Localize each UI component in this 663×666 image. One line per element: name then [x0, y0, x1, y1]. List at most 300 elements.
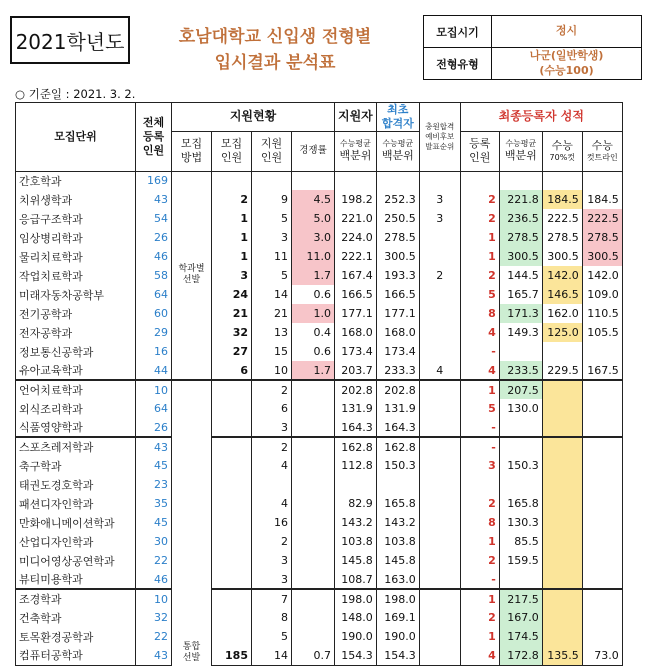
waitlist-rank: [419, 627, 460, 646]
cut-last: 105.5: [582, 323, 622, 342]
final-pass-avg: [376, 475, 419, 494]
dept-name: 조경학과: [16, 589, 136, 608]
reg-avg: 300.5: [499, 247, 542, 266]
final-pass-avg: 103.8: [376, 532, 419, 551]
dept-name: 치위생학과: [16, 190, 136, 209]
dept-name: 만화애니메이션학과: [16, 513, 136, 532]
cut-last: 109.0: [582, 285, 622, 304]
applicant-count: 14: [252, 646, 292, 665]
dept-name: 산업디자인학과: [16, 532, 136, 551]
reg-avg: [499, 171, 542, 190]
table-row: [16, 646, 623, 665]
reg-avg: 144.5: [499, 266, 542, 285]
applicant-count: 5: [252, 266, 292, 285]
cut-last: [582, 171, 622, 190]
reg-avg: 233.5: [499, 361, 542, 380]
cut-last: 110.5: [582, 304, 622, 323]
waitlist-rank: [419, 418, 460, 437]
table-row: [16, 399, 623, 418]
competition-rate: [292, 570, 335, 589]
cut-last: [582, 627, 622, 646]
final-pass-avg: 150.3: [376, 456, 419, 475]
type-value-line2: (수능100): [539, 63, 594, 77]
cut70: 125.0: [542, 323, 582, 342]
dept-name: 외식조리학과: [16, 399, 136, 418]
quota-count: [212, 551, 252, 570]
reg-avg: [499, 437, 542, 456]
reg-count: -: [460, 437, 499, 456]
header-final-avg-b: 백분위: [381, 149, 414, 163]
waitlist-rank: [419, 475, 460, 494]
cut70: 300.5: [542, 247, 582, 266]
dept-name: 축구학과: [16, 456, 136, 475]
waitlist-rank: [419, 323, 460, 342]
final-pass-avg: 145.8: [376, 551, 419, 570]
reg-count: 2: [460, 551, 499, 570]
applicant-avg: [335, 171, 377, 190]
method-group1-a: 학과별: [178, 263, 205, 274]
reg-count: 5: [460, 285, 499, 304]
total-count: 169: [136, 171, 172, 190]
dept-name: 태권도경호학과: [16, 475, 136, 494]
applicant-avg: 168.0: [335, 323, 377, 342]
applicant-avg: 82.9: [335, 494, 377, 513]
competition-rate: [292, 380, 335, 399]
dept-name: 응급구조학과: [16, 209, 136, 228]
applicant-count: 2: [252, 380, 292, 399]
dept-name: 언어치료학과: [16, 380, 136, 399]
quota-count: [212, 171, 252, 190]
cut-last: 278.5: [582, 228, 622, 247]
header-total-b: 등록: [142, 129, 165, 143]
total-count: 64: [136, 399, 172, 418]
method-group2: [172, 380, 212, 665]
quota-count: [212, 475, 252, 494]
dept-name: 스포츠레저학과: [16, 437, 136, 456]
header-applicants-b: 인원: [260, 151, 283, 164]
waitlist-rank: 3: [419, 209, 460, 228]
period-value: 정시: [492, 16, 642, 48]
applicant-avg: 143.2: [335, 513, 377, 532]
final-pass-avg: 250.5: [376, 209, 419, 228]
reg-count: -: [460, 342, 499, 361]
competition-rate: [292, 475, 335, 494]
dept-name: 전자공학과: [16, 323, 136, 342]
method-group1: [172, 171, 212, 380]
reg-count: 8: [460, 513, 499, 532]
header-waitlist: [419, 103, 460, 172]
dept-name: 유아교육학과: [16, 361, 136, 380]
header-competition: 경쟁률: [292, 131, 335, 171]
cut70: [542, 627, 582, 646]
applicant-count: 4: [252, 494, 292, 513]
waitlist-rank: [419, 456, 460, 475]
quota-count: [212, 532, 252, 551]
total-count: 43: [136, 646, 172, 665]
reg-count: -: [460, 570, 499, 589]
waitlist-rank: [419, 589, 460, 608]
dept-name: 미디어영상공연학과: [16, 551, 136, 570]
reg-count: 5: [460, 399, 499, 418]
quota-count: 185: [212, 646, 252, 665]
cut70: 229.5: [542, 361, 582, 380]
dept-name: 간호학과: [16, 171, 136, 190]
cut70: [542, 513, 582, 532]
competition-rate: 0.6: [292, 342, 335, 361]
header-reg-count-b: 인원: [469, 151, 491, 164]
competition-rate: [292, 589, 335, 608]
header-dept: 모집단위: [16, 103, 136, 172]
waitlist-rank: 2: [419, 266, 460, 285]
waitlist-rank: [419, 437, 460, 456]
total-count: 44: [136, 361, 172, 380]
header-waitlist-a: 충원합격: [425, 122, 455, 132]
reg-count: 2: [460, 494, 499, 513]
competition-rate: [292, 532, 335, 551]
header-final-avg-a: 수능평균: [382, 139, 414, 149]
cut-last: 142.0: [582, 266, 622, 285]
quota-count: [212, 494, 252, 513]
total-count: 26: [136, 228, 172, 247]
cut70: 222.5: [542, 209, 582, 228]
table-row: [16, 627, 623, 646]
header-method: [172, 131, 212, 171]
dept-name: 컴퓨터공학과: [16, 646, 136, 665]
final-pass-avg: 198.0: [376, 589, 419, 608]
results-table: [15, 102, 623, 666]
competition-rate: [292, 437, 335, 456]
applicant-avg: 166.5: [335, 285, 377, 304]
final-pass-avg: 166.5: [376, 285, 419, 304]
header-final-pass-b: 합격자: [381, 116, 414, 130]
reg-count: 2: [460, 266, 499, 285]
total-count: 60: [136, 304, 172, 323]
header-final-pass-a: 최초: [387, 103, 409, 116]
total-count: 32: [136, 608, 172, 627]
cut-last: [582, 513, 622, 532]
final-pass-avg: 165.8: [376, 494, 419, 513]
applicant-count: 14: [252, 285, 292, 304]
year-label: 2021학년도: [10, 16, 130, 64]
header-reg-avg-a: 수능평균: [505, 139, 537, 149]
total-count: 43: [136, 437, 172, 456]
header-support-status: 지원현황: [172, 103, 335, 132]
applicant-avg: 162.8: [335, 437, 377, 456]
cut-last: [582, 380, 622, 399]
type-value-line1: 나군(일반학생): [529, 49, 604, 63]
dept-name: 뷰티미용학과: [16, 570, 136, 589]
final-pass-avg: 300.5: [376, 247, 419, 266]
applicant-avg: 131.9: [335, 399, 377, 418]
method-group2-b: 선발: [182, 653, 201, 664]
applicant-avg: 198.0: [335, 589, 377, 608]
applicant-count: 3: [252, 418, 292, 437]
applicant-count: [252, 475, 292, 494]
quota-count: [212, 589, 252, 608]
page-title-line2: 입시결과 분석표: [214, 53, 336, 73]
final-pass-avg: 193.3: [376, 266, 419, 285]
quota-count: [212, 418, 252, 437]
reference-date: ○ 기준일 : 2021. 3. 2.: [15, 87, 136, 101]
dept-name: 패션디자인학과: [16, 494, 136, 513]
competition-rate: [292, 171, 335, 190]
cut70: [542, 342, 582, 361]
quota-count: 3: [212, 266, 252, 285]
header-reg-count-a: 등록: [469, 137, 491, 151]
header-final-registration: 최종등록자 성적: [460, 103, 622, 132]
quota-count: [212, 627, 252, 646]
final-pass-avg: 278.5: [376, 228, 419, 247]
reg-count: -: [460, 418, 499, 437]
table-row: [16, 247, 623, 266]
total-count: 22: [136, 551, 172, 570]
reg-avg: 130.0: [499, 399, 542, 418]
final-pass-avg: 202.8: [376, 380, 419, 399]
cut70: 142.0: [542, 266, 582, 285]
cut70: [542, 475, 582, 494]
header-method-a: 모집: [180, 137, 203, 151]
final-pass-avg: 177.1: [376, 304, 419, 323]
period-label: 모집시기: [424, 16, 492, 48]
cut-last: 222.5: [582, 209, 622, 228]
applicant-count: 10: [252, 361, 292, 380]
dept-name: 임상병리학과: [16, 228, 136, 247]
table-row: [16, 266, 623, 285]
total-count: 46: [136, 247, 172, 266]
cut-last: 167.5: [582, 361, 622, 380]
waitlist-rank: 4: [419, 361, 460, 380]
competition-rate: 0.6: [292, 285, 335, 304]
quota-count: 2: [212, 190, 252, 209]
table-row: [16, 456, 623, 475]
cut70: [542, 456, 582, 475]
cut-last: [582, 570, 622, 589]
header-quota-a: 모집: [220, 137, 243, 151]
competition-rate: [292, 418, 335, 437]
reg-avg: 165.8: [499, 494, 542, 513]
total-count: 10: [136, 380, 172, 399]
applicant-count: 7: [252, 589, 292, 608]
table-row: [16, 437, 623, 456]
waitlist-rank: [419, 380, 460, 399]
competition-rate: [292, 627, 335, 646]
reg-count: 1: [460, 247, 499, 266]
reg-avg: 130.3: [499, 513, 542, 532]
waitlist-rank: [419, 570, 460, 589]
header-cut70: [542, 131, 582, 171]
applicant-avg: 222.1: [335, 247, 377, 266]
final-pass-avg: 252.3: [376, 190, 419, 209]
reg-avg: 171.3: [499, 304, 542, 323]
applicant-count: 15: [252, 342, 292, 361]
competition-rate: 1.7: [292, 361, 335, 380]
type-label: 전형유형: [424, 48, 492, 80]
method-group1-b: 선발: [182, 275, 201, 286]
applicant-count: 8: [252, 608, 292, 627]
total-count: 30: [136, 532, 172, 551]
applicant-count: 3: [252, 551, 292, 570]
final-pass-avg: 168.0: [376, 323, 419, 342]
table-row: [16, 532, 623, 551]
competition-rate: [292, 513, 335, 532]
competition-rate: 5.0: [292, 209, 335, 228]
reg-count: 1: [460, 589, 499, 608]
table-row: [16, 171, 623, 190]
reg-avg: 221.8: [499, 190, 542, 209]
reg-avg: 207.5: [499, 380, 542, 399]
table-row: [16, 323, 623, 342]
waitlist-rank: [419, 285, 460, 304]
cut70: 162.0: [542, 304, 582, 323]
reg-count: 1: [460, 627, 499, 646]
table-row: [16, 570, 623, 589]
quota-count: 27: [212, 342, 252, 361]
quota-count: 1: [212, 247, 252, 266]
applicant-count: 5: [252, 627, 292, 646]
final-pass-avg: 169.1: [376, 608, 419, 627]
applicant-avg: 173.4: [335, 342, 377, 361]
reg-count: [460, 475, 499, 494]
waitlist-rank: [419, 247, 460, 266]
waitlist-rank: [419, 513, 460, 532]
reg-avg: 150.3: [499, 456, 542, 475]
reg-avg: [499, 342, 542, 361]
table-row: [16, 380, 623, 399]
applicant-avg: 224.0: [335, 228, 377, 247]
applicant-count: 2: [252, 532, 292, 551]
final-pass-avg: 164.3: [376, 418, 419, 437]
cut-last: [582, 418, 622, 437]
table-row: [16, 190, 623, 209]
header-quota: [212, 131, 252, 171]
cut-last: 300.5: [582, 247, 622, 266]
applicant-avg: 145.8: [335, 551, 377, 570]
reg-count: 2: [460, 190, 499, 209]
table-row: [16, 209, 623, 228]
reg-count: 1: [460, 380, 499, 399]
reg-count: 1: [460, 228, 499, 247]
waitlist-rank: [419, 608, 460, 627]
header-reg-avg: [499, 131, 542, 171]
header-method-b: 방법: [180, 151, 203, 164]
header-total: [136, 103, 172, 172]
header-applicants: [252, 131, 292, 171]
cut70: [542, 589, 582, 608]
dept-name: 토목환경공학과: [16, 627, 136, 646]
quota-count: 1: [212, 209, 252, 228]
applicant-avg: 164.3: [335, 418, 377, 437]
cut70: 278.5: [542, 228, 582, 247]
applicant-count: [252, 171, 292, 190]
reg-count: 2: [460, 608, 499, 627]
header-cutlast: [582, 131, 622, 171]
header-applicant-group: 지원자: [335, 103, 377, 132]
table-row: [16, 589, 623, 608]
type-value: [492, 48, 642, 80]
waitlist-rank: [419, 304, 460, 323]
header-quota-b: 인원: [220, 151, 243, 164]
quota-count: 21: [212, 304, 252, 323]
reg-avg: 174.5: [499, 627, 542, 646]
applicant-avg: 112.8: [335, 456, 377, 475]
reg-count: 4: [460, 646, 499, 665]
reg-count: 8: [460, 304, 499, 323]
quota-count: 1: [212, 228, 252, 247]
quota-count: 6: [212, 361, 252, 380]
final-pass-avg: [376, 171, 419, 190]
cut-last: [582, 399, 622, 418]
competition-rate: [292, 494, 335, 513]
quota-count: [212, 380, 252, 399]
header-total-c: 인원: [142, 143, 165, 157]
total-count: 23: [136, 475, 172, 494]
reg-avg: [499, 570, 542, 589]
cut70: [542, 380, 582, 399]
applicant-count: 3: [252, 570, 292, 589]
applicant-count: 3: [252, 228, 292, 247]
reg-count: 4: [460, 361, 499, 380]
cut-last: 73.0: [582, 646, 622, 665]
reg-avg: 159.5: [499, 551, 542, 570]
applicant-avg: 221.0: [335, 209, 377, 228]
final-pass-avg: 233.3: [376, 361, 419, 380]
reg-count: 3: [460, 456, 499, 475]
applicant-avg: 177.1: [335, 304, 377, 323]
quota-count: [212, 437, 252, 456]
total-count: 46: [136, 570, 172, 589]
competition-rate: [292, 551, 335, 570]
applicant-avg: 148.0: [335, 608, 377, 627]
waitlist-rank: [419, 399, 460, 418]
method-group2-a: 통합: [182, 641, 201, 652]
cut70: [542, 608, 582, 627]
header-applicant-avg-b: 백분위: [339, 149, 372, 163]
final-pass-avg: 154.3: [376, 646, 419, 665]
dept-name: 건축학과: [16, 608, 136, 627]
cut70: [542, 570, 582, 589]
reg-count: [460, 171, 499, 190]
quota-count: 32: [212, 323, 252, 342]
competition-rate: 0.7: [292, 646, 335, 665]
table-row: [16, 361, 623, 380]
header-cut70-a: 수능: [551, 139, 573, 153]
reg-avg: 165.7: [499, 285, 542, 304]
cut-last: [582, 551, 622, 570]
cut-last: [582, 437, 622, 456]
applicant-count: 2: [252, 437, 292, 456]
page-title-line1: 호남대학교 신입생 전형별: [178, 27, 372, 47]
table-row: [16, 285, 623, 304]
applicant-count: 16: [252, 513, 292, 532]
reg-avg: [499, 418, 542, 437]
final-pass-avg: 163.0: [376, 570, 419, 589]
quota-count: [212, 570, 252, 589]
cut70: [542, 399, 582, 418]
total-count: 64: [136, 285, 172, 304]
competition-rate: [292, 456, 335, 475]
total-count: 16: [136, 342, 172, 361]
applicant-count: 5: [252, 209, 292, 228]
waitlist-rank: [419, 342, 460, 361]
cut70: [542, 418, 582, 437]
table-row: [16, 608, 623, 627]
waitlist-rank: [419, 646, 460, 665]
final-pass-avg: 143.2: [376, 513, 419, 532]
cut-last: [582, 475, 622, 494]
reg-avg: 236.5: [499, 209, 542, 228]
reg-count: 2: [460, 209, 499, 228]
table-row: [16, 513, 623, 532]
